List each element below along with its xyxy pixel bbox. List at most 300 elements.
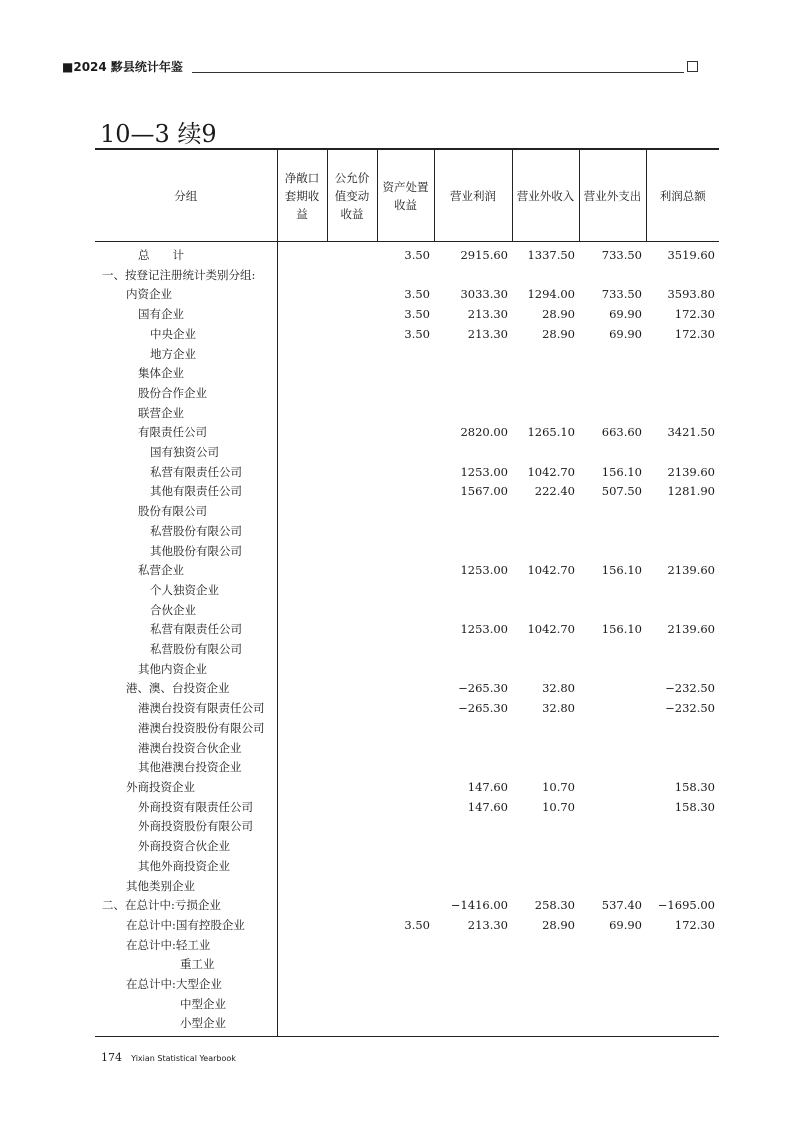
row-value (646, 1014, 719, 1036)
table-row (95, 995, 719, 1015)
row-value (579, 817, 646, 837)
row-value (512, 660, 579, 680)
row-value: 222.40 (534, 484, 575, 499)
row-value: 507.50 (601, 484, 642, 499)
row-value (377, 817, 434, 837)
header-rule (192, 72, 684, 73)
row-value: 2139.60 (667, 563, 715, 578)
row-label: 其他港澳台投资企业 (95, 758, 277, 778)
row-value (579, 601, 646, 621)
row-value (277, 778, 327, 798)
row-value (327, 758, 377, 778)
row-value: 3519.60 (667, 248, 715, 262)
row-value (327, 561, 377, 581)
row-value (579, 877, 646, 897)
table-row (95, 463, 719, 483)
row-value (579, 857, 646, 877)
row-value (512, 995, 579, 1015)
row-value: 3.50 (404, 917, 430, 932)
row-value: 213.30 (467, 917, 508, 932)
row-value (512, 936, 579, 956)
row-value: 158.30 (674, 779, 715, 794)
row-value (579, 778, 646, 798)
col-header-fair-value-income: 公允价值变动收益 (327, 149, 377, 242)
row-value (327, 739, 377, 759)
row-label: 外商投资有限责任公司 (95, 798, 277, 818)
row-label: 港澳台投资股份有限公司 (95, 719, 277, 739)
row-value (434, 739, 512, 759)
row-value: 1265.10 (527, 425, 575, 440)
row-value: 156.10 (601, 622, 642, 637)
row-value (377, 660, 434, 680)
row-value (277, 837, 327, 857)
row-value (277, 601, 327, 621)
row-value (434, 758, 512, 778)
row-value (327, 482, 377, 502)
row-value (277, 423, 327, 443)
row-value: 1567.00 (460, 484, 508, 499)
row-value: 3.50 (404, 326, 430, 341)
row-value (377, 364, 434, 384)
row-value (646, 955, 719, 975)
table-row (95, 798, 719, 818)
row-value (327, 975, 377, 995)
col-header-operating-profit: 营业利润 (434, 149, 512, 242)
row-value (434, 719, 512, 739)
row-value (512, 581, 579, 601)
row-value (277, 463, 327, 483)
table-row (95, 325, 719, 345)
row-value: 156.10 (601, 464, 642, 479)
table-body (95, 242, 719, 1037)
row-value (377, 719, 434, 739)
row-value (277, 384, 327, 404)
row-value (434, 384, 512, 404)
row-value (579, 758, 646, 778)
table-row (95, 561, 719, 581)
row-value: 172.30 (674, 326, 715, 341)
row-value (277, 719, 327, 739)
row-value (327, 719, 377, 739)
row-label: 二、在总计中:亏损企业 (95, 896, 277, 916)
row-value (646, 581, 719, 601)
row-value: 258.30 (534, 898, 575, 913)
row-value: 3.50 (404, 248, 430, 262)
row-value (579, 1014, 646, 1036)
row-value (434, 975, 512, 995)
row-value: 147.60 (467, 799, 508, 814)
row-value: 1337.50 (527, 248, 575, 262)
row-label: 国有独资公司 (95, 443, 277, 463)
row-value (327, 404, 377, 424)
col-header-group: 分组 (95, 149, 277, 242)
row-value (277, 305, 327, 325)
row-value (646, 345, 719, 365)
row-value (579, 955, 646, 975)
row-value (327, 660, 377, 680)
row-value (277, 640, 327, 660)
row-value (277, 995, 327, 1015)
row-label: 中型企业 (95, 995, 277, 1015)
row-value (646, 975, 719, 995)
row-value (327, 778, 377, 798)
row-value (327, 679, 377, 699)
table-row (95, 936, 719, 956)
row-value (579, 995, 646, 1015)
row-value (434, 955, 512, 975)
row-value (646, 877, 719, 897)
header-box-icon (687, 61, 698, 72)
table-header-row (95, 149, 719, 242)
row-value (327, 798, 377, 818)
row-value (377, 739, 434, 759)
row-value (646, 522, 719, 542)
row-value (377, 640, 434, 660)
row-value (327, 325, 377, 345)
row-value (277, 739, 327, 759)
row-value (579, 266, 646, 286)
row-value (377, 463, 434, 483)
row-value (327, 837, 377, 857)
row-value: 32.80 (542, 701, 575, 716)
row-value (646, 857, 719, 877)
row-label: 中央企业 (95, 325, 277, 345)
row-label: 联营企业 (95, 404, 277, 424)
row-value (277, 364, 327, 384)
row-value (579, 522, 646, 542)
row-value (327, 522, 377, 542)
row-value (646, 739, 719, 759)
row-value (579, 364, 646, 384)
row-value (434, 995, 512, 1015)
row-value: 10.70 (542, 799, 575, 814)
row-value (512, 857, 579, 877)
row-value (277, 758, 327, 778)
table-row (95, 601, 719, 621)
row-value: 2139.60 (667, 622, 715, 637)
row-value: 28.90 (542, 917, 575, 932)
row-value: 1281.90 (667, 484, 715, 499)
row-value (377, 443, 434, 463)
row-value (434, 443, 512, 463)
row-value (277, 285, 327, 305)
row-value (377, 955, 434, 975)
table-row (95, 443, 719, 463)
row-label: 小型企业 (95, 1014, 277, 1036)
row-value: 147.60 (467, 779, 508, 794)
row-value (512, 364, 579, 384)
row-value (512, 345, 579, 365)
row-value (327, 601, 377, 621)
row-value: 733.50 (601, 287, 642, 302)
row-value (434, 936, 512, 956)
row-value: −1416.00 (450, 898, 508, 913)
row-value (646, 502, 719, 522)
row-value (377, 936, 434, 956)
row-value (377, 896, 434, 916)
row-value (646, 640, 719, 660)
row-value (579, 679, 646, 699)
row-value: 69.90 (609, 307, 642, 322)
row-value (327, 936, 377, 956)
row-value (512, 640, 579, 660)
table-row (95, 778, 719, 798)
row-value (377, 404, 434, 424)
table-row (95, 877, 719, 897)
row-label: 一、按登记注册统计类别分组: (95, 266, 277, 286)
row-label: 其他有限责任公司 (95, 482, 277, 502)
row-label: 外商投资股份有限公司 (95, 817, 277, 837)
row-value (512, 502, 579, 522)
col-header-non-operating-expense: 营业外支出 (579, 149, 646, 242)
row-value (277, 242, 327, 266)
row-value (512, 266, 579, 286)
row-value (512, 522, 579, 542)
row-value (434, 837, 512, 857)
table-row (95, 384, 719, 404)
row-value (646, 817, 719, 837)
row-value (512, 404, 579, 424)
row-value (434, 581, 512, 601)
row-value (327, 955, 377, 975)
row-value (327, 364, 377, 384)
row-value (646, 837, 719, 857)
table-row (95, 522, 719, 542)
table-row (95, 285, 719, 305)
row-label: 其他内资企业 (95, 660, 277, 680)
row-label: 股份有限公司 (95, 502, 277, 522)
row-value (327, 305, 377, 325)
table-row (95, 1014, 719, 1036)
row-value (579, 345, 646, 365)
row-value: 3.50 (404, 307, 430, 322)
row-value (277, 955, 327, 975)
row-label: 在总计中:轻工业 (95, 936, 277, 956)
row-value (434, 877, 512, 897)
row-value (512, 877, 579, 897)
row-value (277, 345, 327, 365)
row-label: 私营企业 (95, 561, 277, 581)
row-label: 总 计 (95, 242, 277, 266)
row-value (327, 640, 377, 660)
row-value (434, 601, 512, 621)
table-row (95, 837, 719, 857)
row-value (277, 561, 327, 581)
table-row (95, 482, 719, 502)
row-value (512, 601, 579, 621)
row-label: 私营有限责任公司 (95, 463, 277, 483)
row-value (277, 266, 327, 286)
row-label: 港、澳、台投资企业 (95, 679, 277, 699)
row-label: 其他外商投资企业 (95, 857, 277, 877)
row-value (277, 817, 327, 837)
table-row (95, 502, 719, 522)
row-value (646, 601, 719, 621)
row-value (327, 995, 377, 1015)
row-value (434, 364, 512, 384)
row-value (579, 936, 646, 956)
row-value (327, 242, 377, 266)
row-value: 213.30 (467, 326, 508, 341)
row-value (646, 364, 719, 384)
row-value (377, 482, 434, 502)
table-row (95, 364, 719, 384)
row-value (579, 837, 646, 857)
row-value (327, 699, 377, 719)
row-label: 集体企业 (95, 364, 277, 384)
row-value (277, 936, 327, 956)
table-row (95, 719, 719, 739)
table-row (95, 345, 719, 365)
row-value: −265.30 (458, 681, 508, 696)
row-value (377, 601, 434, 621)
row-value (646, 719, 719, 739)
table-row (95, 699, 719, 719)
row-value (327, 345, 377, 365)
table-row (95, 305, 719, 325)
row-value (434, 345, 512, 365)
row-value (646, 266, 719, 286)
row-value (512, 739, 579, 759)
row-value: 158.30 (674, 799, 715, 814)
row-value (277, 896, 327, 916)
footer-text: Yixian Statistical Yearbook (131, 1054, 236, 1063)
row-value (377, 699, 434, 719)
row-value (277, 975, 327, 995)
row-value (512, 955, 579, 975)
row-value (579, 699, 646, 719)
col-header-asset-disposal-income: 资产处置收益 (377, 149, 434, 242)
row-value (277, 660, 327, 680)
statistics-table (95, 148, 719, 1037)
row-value: 1294.00 (527, 287, 575, 302)
row-label: 个人独资企业 (95, 581, 277, 601)
row-value (579, 384, 646, 404)
row-value (277, 877, 327, 897)
row-value: 172.30 (674, 307, 715, 322)
row-value (434, 522, 512, 542)
row-value (579, 660, 646, 680)
row-value: 663.60 (601, 425, 642, 440)
row-value (579, 640, 646, 660)
row-value: 1042.70 (527, 622, 575, 637)
row-value (277, 404, 327, 424)
row-label: 地方企业 (95, 345, 277, 365)
row-label: 其他股份有限公司 (95, 542, 277, 562)
row-value (377, 798, 434, 818)
row-value (327, 896, 377, 916)
row-value: 1042.70 (527, 563, 575, 578)
row-value (277, 542, 327, 562)
row-value (277, 522, 327, 542)
row-value: 1042.70 (527, 464, 575, 479)
row-value (377, 345, 434, 365)
row-value (646, 660, 719, 680)
row-value: −232.50 (665, 681, 715, 696)
table-row (95, 975, 719, 995)
page-number: 174 (101, 1051, 122, 1064)
row-value (377, 266, 434, 286)
row-value (327, 581, 377, 601)
row-value (434, 817, 512, 837)
row-value (434, 404, 512, 424)
row-value (277, 482, 327, 502)
row-value (512, 384, 579, 404)
row-value: 69.90 (609, 917, 642, 932)
table-row (95, 896, 719, 916)
row-value (327, 817, 377, 837)
row-value (512, 719, 579, 739)
row-value (327, 423, 377, 443)
table-row (95, 242, 719, 266)
row-value (579, 443, 646, 463)
row-value: 3.50 (404, 287, 430, 302)
row-value (277, 1014, 327, 1036)
table-row (95, 916, 719, 936)
table-row (95, 739, 719, 759)
row-value (377, 837, 434, 857)
row-value (377, 1014, 434, 1036)
row-value (434, 542, 512, 562)
row-value (327, 916, 377, 936)
table-row (95, 542, 719, 562)
row-value (377, 522, 434, 542)
row-value (434, 502, 512, 522)
row-value (327, 857, 377, 877)
row-label: 港澳台投资有限责任公司 (95, 699, 277, 719)
col-header-hedge-income: 净敞口套期收益 (277, 149, 327, 242)
row-value: −1695.00 (657, 898, 715, 913)
table-row (95, 404, 719, 424)
row-value (646, 443, 719, 463)
row-value: 3033.30 (460, 287, 508, 302)
row-value (277, 443, 327, 463)
table-row (95, 266, 719, 286)
row-label: 私营股份有限公司 (95, 640, 277, 660)
row-value (277, 325, 327, 345)
row-value (377, 758, 434, 778)
row-label: 在总计中:大型企业 (95, 975, 277, 995)
row-value: 1253.00 (460, 563, 508, 578)
row-value (377, 561, 434, 581)
row-label: 合伙企业 (95, 601, 277, 621)
row-label: 其他类别企业 (95, 877, 277, 897)
row-value (377, 857, 434, 877)
row-value (377, 620, 434, 640)
row-value (579, 581, 646, 601)
table-row (95, 758, 719, 778)
row-value (579, 404, 646, 424)
row-value: 2139.60 (667, 464, 715, 479)
page-footer (101, 1046, 236, 1065)
row-value (377, 384, 434, 404)
row-value (277, 916, 327, 936)
table-row (95, 955, 719, 975)
row-value (579, 719, 646, 739)
row-label: 重工业 (95, 955, 277, 975)
row-value (512, 542, 579, 562)
row-value: 1253.00 (460, 622, 508, 637)
row-label: 外商投资合伙企业 (95, 837, 277, 857)
row-label: 外商投资企业 (95, 778, 277, 798)
table-row (95, 423, 719, 443)
row-value (377, 778, 434, 798)
row-value (377, 423, 434, 443)
row-value (377, 679, 434, 699)
row-value: 3421.50 (667, 425, 715, 440)
row-value (434, 660, 512, 680)
row-value: 28.90 (542, 326, 575, 341)
